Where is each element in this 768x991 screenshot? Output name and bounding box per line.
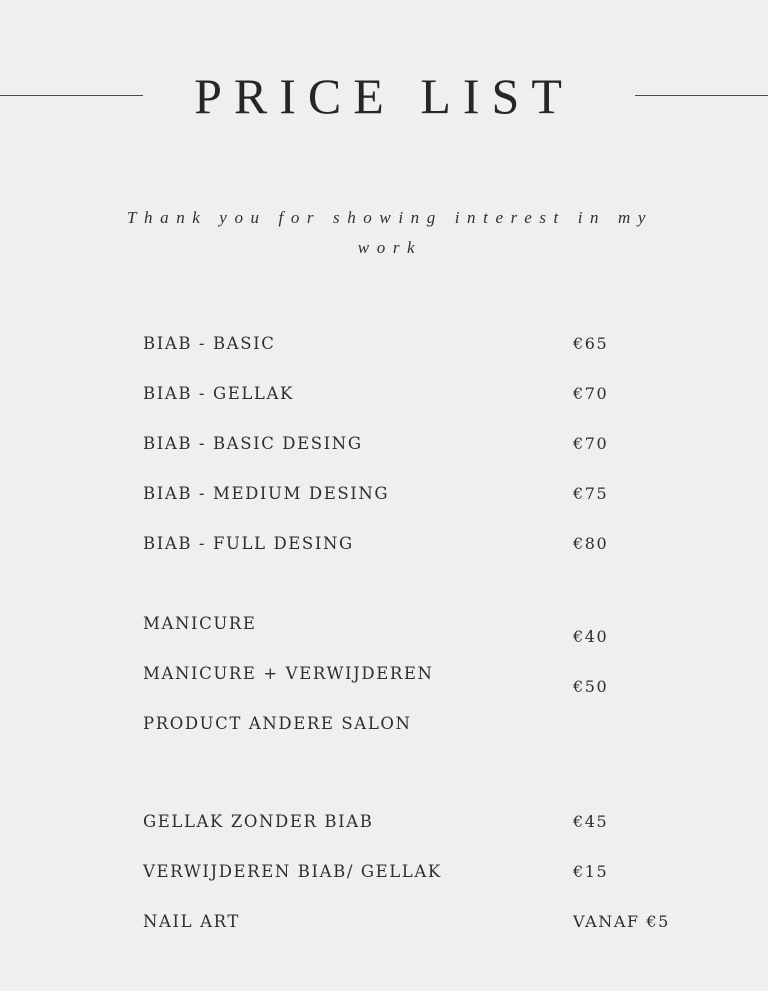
service-price: €50 — [573, 677, 609, 696]
service-name: BIAB - FULL DESING — [143, 534, 354, 553]
service-price: €70 — [573, 434, 609, 453]
service-price: €70 — [573, 384, 609, 403]
service-price: €40 — [573, 627, 609, 646]
service-name: MANICURE + VERWIJDEREN — [143, 664, 434, 683]
service-price: VANAF €5 — [573, 912, 670, 931]
service-name: MANICURE — [143, 614, 257, 633]
service-name: NAIL ART — [143, 912, 240, 931]
service-name: BIAB - MEDIUM DESING — [143, 484, 390, 503]
price-row — [0, 381, 768, 407]
service-name: BIAB - BASIC DESING — [143, 434, 363, 453]
price-row — [0, 809, 768, 835]
price-row — [0, 531, 768, 557]
service-price: €45 — [573, 812, 609, 831]
service-price: €15 — [573, 862, 609, 881]
price-row — [0, 481, 768, 507]
service-name: PRODUCT ANDERE SALON — [143, 714, 412, 733]
price-row — [0, 909, 768, 935]
price-row — [0, 859, 768, 885]
page-title: PRICE LIST — [194, 68, 574, 124]
price-row — [0, 331, 768, 357]
service-name: VERWIJDEREN BIAB/ GELLAK — [143, 862, 442, 881]
service-price: €75 — [573, 484, 609, 503]
price-row — [0, 431, 768, 457]
subtitle — [125, 203, 655, 263]
service-name: GELLAK ZONDER BIAB — [143, 812, 374, 831]
service-name: BIAB - BASIC — [143, 334, 276, 353]
price-row — [0, 624, 768, 650]
subtitle-line-1: Thank you for showing interest in my — [126, 208, 654, 227]
service-row — [0, 711, 768, 737]
subtitle-line-2: work — [357, 238, 423, 257]
service-price: €65 — [573, 334, 609, 353]
price-row — [0, 674, 768, 700]
service-price: €80 — [573, 534, 609, 553]
service-name: BIAB - GELLAK — [143, 384, 294, 403]
